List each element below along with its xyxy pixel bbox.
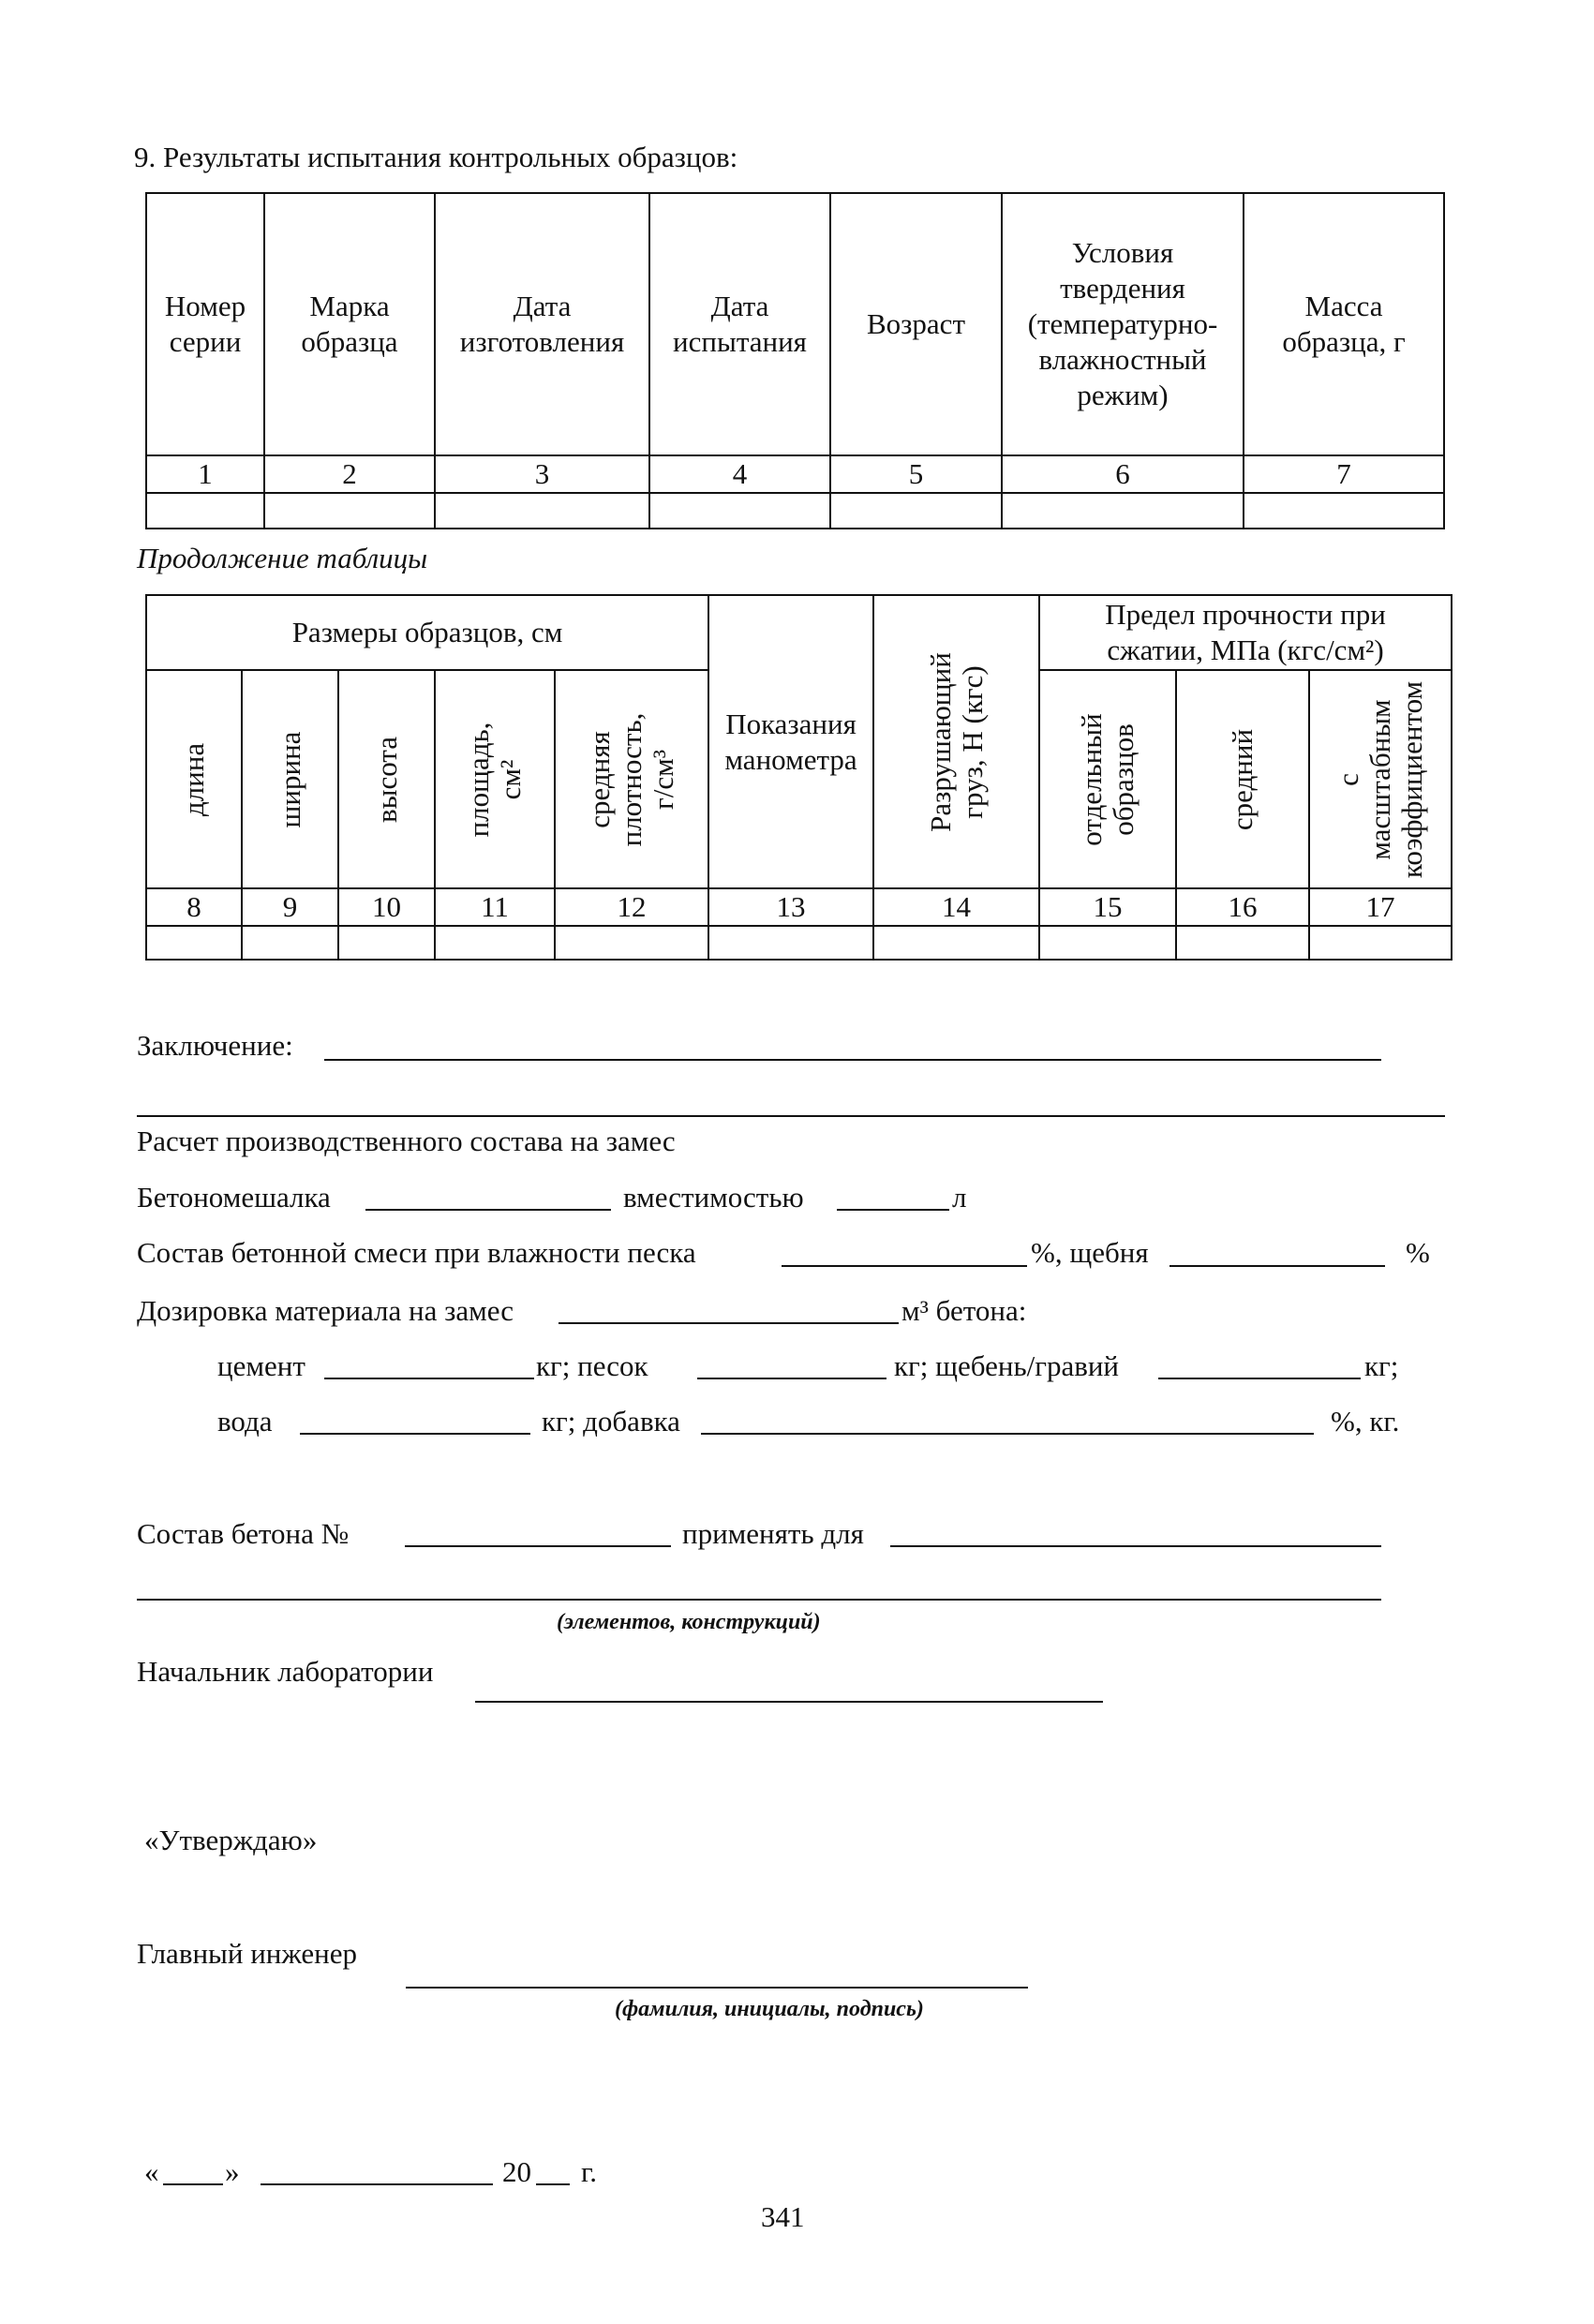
date-month-line [261,2183,493,2185]
cement-line [324,1378,534,1379]
col-number: 17 [1309,888,1452,926]
capacity-label: вместимостью [623,1181,804,1214]
manometer-line: манометра [724,742,857,776]
signature-caption: (фамилия, инициалы, подпись) [615,1997,924,2021]
mixer-line [365,1209,611,1211]
dosage-line [559,1322,899,1324]
header-line: влажностный [1038,343,1207,376]
scale-line: с [1332,772,1365,786]
area-line: площадь, [462,722,495,837]
date-close-quote: » [225,2155,240,2188]
header-age [830,193,1002,455]
empty-cell [435,493,649,529]
test-results-table [145,192,1445,529]
col-number: 7 [1244,455,1444,493]
single-line: образцов [1107,723,1140,836]
capacity-line [837,1209,949,1211]
date-day-line [163,2183,223,2185]
header-height [338,670,435,888]
header-line: образца [301,325,398,358]
header-line: Дата [710,290,769,322]
section-title: 9. Результаты испытания контрольных образцов: [134,141,738,173]
additive-line [701,1433,1314,1435]
col-number: 4 [649,455,830,493]
load-line: груз, Н (кгс) [955,664,989,819]
header-average [1176,670,1309,888]
scale-line: коэффициентом [1395,680,1429,878]
col-number: 2 [264,455,435,493]
header-density [555,670,708,888]
header-line: изготовления [459,325,625,358]
col-number: 10 [338,888,435,926]
strength-line: сжатии, МПа (кгс/см²) [1107,633,1384,666]
header-test-date [649,193,830,455]
group-sizes: Размеры образцов, см [146,595,708,670]
header-curing-conditions [1002,193,1244,455]
header-line: Номер [164,290,246,322]
group-strength [1039,595,1452,670]
density-line: средняя [583,730,617,828]
empty-cell [146,926,242,960]
conclusion-label: Заключение: [137,1029,293,1062]
empty-cell [1176,926,1309,960]
col-number: 9 [242,888,338,926]
strength-line: Предел прочности при [1105,598,1386,631]
concrete-label: Состав бетона № [137,1517,350,1550]
header-line: Масса [1304,290,1383,322]
density-line: г/см³ [647,749,680,810]
page-number: 341 [761,2200,805,2233]
empty-cell [830,493,1002,529]
empty-cell [649,493,830,529]
header-single-samples [1039,670,1176,888]
elements-caption: (элементов, конструкций) [557,1610,821,1634]
calc-title: Расчет производственного состава на замес [137,1125,676,1157]
chief-engineer-signature-line [406,1987,1028,1989]
header-line: образца, г [1282,325,1406,358]
header-line: Условия [1071,236,1174,269]
col-number: 14 [873,888,1039,926]
gravel-moisture-line [1169,1265,1385,1267]
col-number: 1 [146,455,264,493]
header-line: Марка [309,290,390,322]
concrete-number-line [405,1545,671,1547]
header-manometer [708,595,873,888]
col-number: 5 [830,455,1002,493]
col-number: 8 [146,888,242,926]
header-line: (температурно- [1027,307,1218,340]
apply-label: применять для [682,1517,864,1550]
gravel-kg-line [1158,1378,1361,1379]
col-number: 16 [1176,888,1309,926]
elements-line [137,1599,1381,1601]
empty-cell [873,926,1039,960]
width-label: ширина [273,731,306,827]
table1-empty-row [146,493,1444,529]
empty-cell [264,493,435,529]
empty-cell [1002,493,1244,529]
continuation-label: Продолжение таблицы [137,542,428,574]
conclusion-line [324,1059,1381,1061]
mixer-label: Бетономешалка [137,1181,331,1214]
header-line: режим) [1077,379,1169,411]
height-label: высота [369,736,403,823]
area-line: см² [494,759,527,799]
single-line: отдельный [1075,712,1109,846]
header-area [435,670,555,888]
mix-label: Состав бетонной смеси при влажности песка [137,1236,696,1269]
empty-cell [1309,926,1452,960]
table2-number-row [146,888,1452,926]
apply-line [890,1545,1381,1547]
capacity-unit: л [952,1181,967,1214]
empty-cell [242,926,338,960]
gravel-kg-unit: кг; [1364,1349,1399,1382]
sand-moisture-line [782,1265,1027,1267]
empty-cell [338,926,435,960]
col-number: 12 [555,888,708,926]
col-number: 11 [435,888,555,926]
header-line: серии [169,325,242,358]
header-sample-grade [264,193,435,455]
empty-cell [1244,493,1444,529]
dosage-label: Дозировка материала на замес [137,1294,514,1327]
header-line: твердения [1060,272,1185,305]
header-line: испытания [673,325,807,358]
year-line [536,2183,570,2185]
col-number: 3 [435,455,649,493]
date-open-quote: « [144,2155,159,2188]
col-number: 15 [1039,888,1176,926]
additive-unit: %, кг. [1331,1405,1400,1438]
table2-empty-row [146,926,1452,960]
sand-kg-line [697,1378,886,1379]
header-line: Возраст [867,307,965,340]
header-scale-factor [1309,670,1452,888]
table1-header-row [146,193,1444,455]
header-line: Дата [513,290,572,322]
load-line: Разрушающий [923,651,957,832]
approve-label: «Утверждаю» [144,1824,318,1856]
average-label: средний [1226,728,1259,830]
conclusion-line-2 [137,1115,1445,1117]
lab-head-label: Начальник лаборатории [137,1655,434,1688]
manometer-line: Показания [725,707,857,740]
length-label: длина [177,742,210,816]
year-prefix: 20 [502,2155,531,2188]
header-breaking-load [873,595,1039,888]
scale-line: масштабным [1363,698,1397,860]
empty-cell [1039,926,1176,960]
header-length [146,670,242,888]
header-manufacture-date [435,193,649,455]
water-unit: кг; добавка [542,1405,680,1438]
header-width [242,670,338,888]
header-series-number [146,193,264,455]
sand-unit: %, щебня [1031,1236,1149,1269]
chief-engineer-label: Главный инженер [137,1937,358,1970]
col-number: 13 [708,888,873,926]
empty-cell [146,493,264,529]
continuation-table [145,594,1452,961]
sand-kg-unit: кг; щебень/гравий [894,1349,1120,1382]
empty-cell [555,926,708,960]
table1-number-row [146,455,1444,493]
empty-cell [435,926,555,960]
cement-label: цемент [217,1349,305,1382]
water-line [300,1433,530,1435]
table2-group-row [146,595,1452,670]
empty-cell [708,926,873,960]
gravel-unit: % [1406,1236,1430,1269]
year-suffix: г. [581,2155,597,2188]
water-label: вода [217,1405,273,1438]
dosage-unit: м³ бетона: [901,1294,1027,1327]
lab-head-signature-line [475,1701,1103,1703]
header-sample-mass [1244,193,1444,455]
col-number: 6 [1002,455,1244,493]
cement-unit: кг; песок [536,1349,648,1382]
density-line: плотность, [615,712,648,846]
